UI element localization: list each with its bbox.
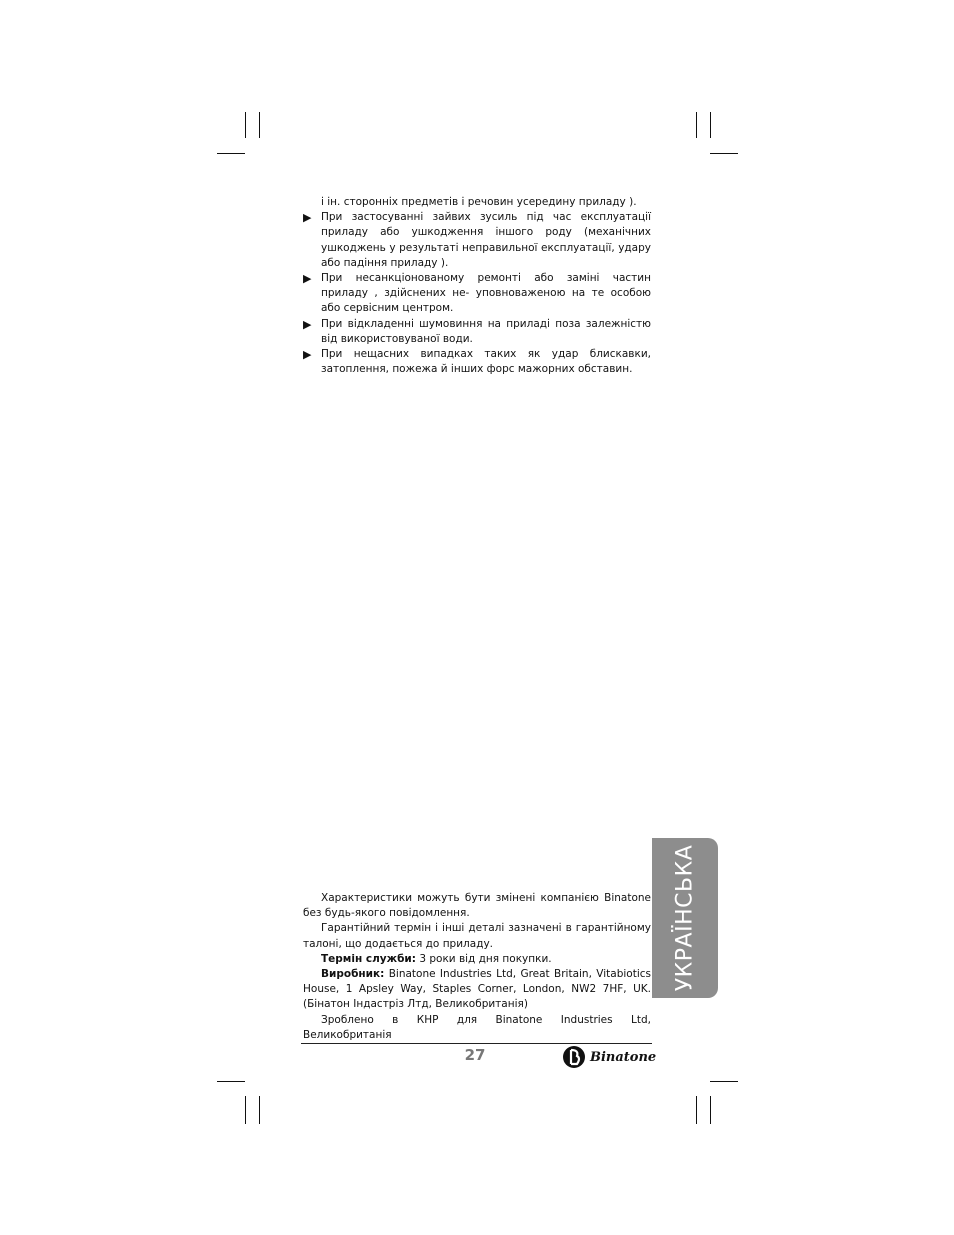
product-notes	[303, 891, 651, 1043]
made-in-note: Зроблено в КНР для Binatone Industries Ltd, Великобританія	[303, 1013, 651, 1041]
manufacturer	[303, 967, 651, 1013]
list-item	[303, 317, 651, 347]
crop-mark	[710, 1081, 738, 1082]
crop-mark	[696, 112, 697, 138]
bullet-arrow-icon: ▶	[303, 317, 312, 331]
footer-divider	[301, 1043, 652, 1044]
crop-mark	[217, 153, 245, 154]
list-item	[303, 271, 651, 317]
crop-mark	[217, 1081, 245, 1082]
warranty-note: Гарантійний термін і інші деталі зазначені в гарантійному талоні, що додається до приладу.	[303, 922, 651, 950]
list-item-text: При відкладенні шумовиння на приладі поза залежністю від використовуваної води.	[321, 317, 651, 345]
list-item-text: При нещасних випадках таких як удар блискавки, затоплення, пожежа й інших форс мажорних обставин.	[321, 348, 651, 376]
crop-mark	[710, 1096, 711, 1124]
list-item-text: При застосуванні зайвих зусиль під час експлуатації приладу або ушкодження іншого роду (механічних ушкоджень у результаті неправильної експлуатації, удару або падіння приладу ).	[321, 211, 651, 269]
list-item	[303, 210, 651, 271]
continuation-line: і ін. сторонніх предметів і речовин усередину приладу ).	[321, 196, 637, 208]
changes-note: Характеристики можуть бути змінені компанією Binatone без будь-якого повідомлення.	[303, 892, 651, 920]
warranty-exclusions	[303, 195, 651, 377]
crop-mark	[245, 112, 246, 138]
page-number: 27	[464, 1046, 486, 1064]
crop-mark	[710, 112, 711, 138]
list-item-text: При несанкціонованому ремонті або заміні частин приладу , здійснених не- уповноваженою на те особою або сервісним центром.	[321, 272, 651, 315]
brand-logo	[562, 1045, 656, 1069]
crop-mark	[710, 153, 738, 154]
crop-mark	[696, 1096, 697, 1124]
service-life	[303, 952, 651, 967]
crop-mark	[259, 1096, 260, 1124]
manufacturer-value: Binatone Industries Ltd, Great Britain, Vitabiotics House, 1 Apsley Way, Staples Corner, London, NW2 7HF, UK. (Бінатон Індастріз Лтд, Великобританія)	[303, 968, 651, 1011]
list-item	[303, 347, 651, 377]
crop-mark	[259, 112, 260, 138]
service-life-value: 3 роки від дня покупки.	[416, 952, 552, 965]
language-tab	[652, 838, 718, 998]
bullet-arrow-icon: ▶	[303, 211, 312, 225]
crop-mark	[245, 1096, 246, 1124]
language-tab-label: УКРАЇНСЬКА	[672, 844, 698, 992]
bullet-arrow-icon: ▶	[303, 348, 312, 362]
service-life-label: Термін служби:	[321, 952, 416, 965]
manufacturer-label: Виробник:	[321, 968, 385, 981]
brand-name: Binatone	[590, 1049, 657, 1065]
binatone-logo-icon	[562, 1045, 588, 1069]
bullet-arrow-icon: ▶	[303, 272, 312, 286]
